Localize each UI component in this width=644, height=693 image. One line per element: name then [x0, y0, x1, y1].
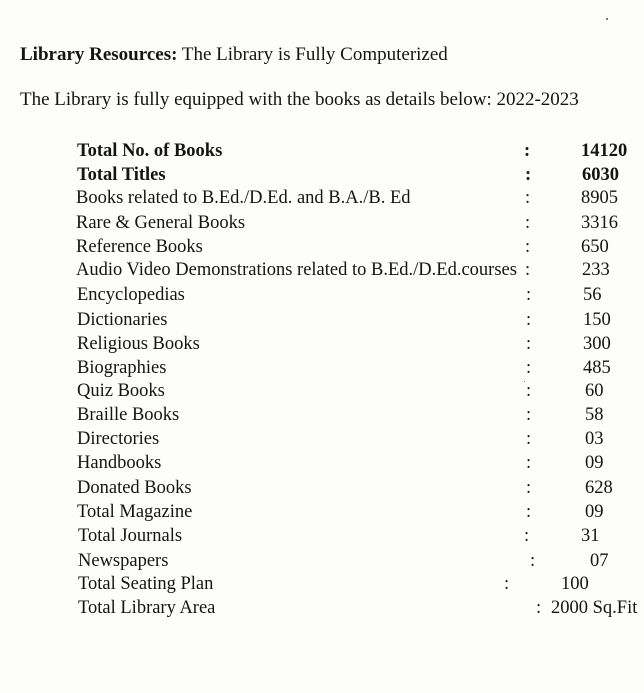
section-heading	[20, 44, 448, 66]
resource-colon: :	[525, 165, 532, 185]
resource-colon: :	[526, 478, 532, 498]
resource-label: Religious Books	[77, 334, 200, 354]
resource-label: Newspapers	[78, 551, 169, 571]
resource-label: Quiz Books	[77, 381, 165, 401]
resource-colon: :	[525, 237, 531, 257]
resource-value: 58	[585, 405, 604, 425]
resource-value: 233	[582, 260, 610, 280]
resource-value: 31	[581, 526, 600, 546]
resource-label: Total Seating Plan	[78, 574, 214, 594]
resource-colon: :	[530, 551, 536, 571]
resource-label: Total Journals	[78, 526, 183, 546]
resource-colon: :	[526, 453, 532, 473]
resource-colon: :	[536, 598, 542, 618]
resource-value: 14120	[581, 141, 628, 161]
resource-colon: :	[526, 429, 532, 449]
resource-label: Handbooks	[77, 453, 162, 473]
resource-label: Donated Books	[77, 478, 192, 498]
resource-colon: :	[526, 334, 532, 354]
resource-colon: :	[526, 502, 532, 522]
resource-label: Dictionaries	[77, 310, 168, 330]
resource-value: 07	[590, 551, 609, 571]
resource-label: Total Magazine	[77, 502, 193, 522]
resource-value: 56	[583, 285, 602, 305]
resource-label: Total No. of Books	[77, 141, 223, 161]
resource-value: 650	[581, 237, 609, 257]
resource-value: 09	[585, 502, 604, 522]
resource-value: 150	[583, 310, 611, 330]
resource-colon: :	[526, 310, 532, 330]
resource-colon: :	[525, 260, 531, 280]
resource-colon: :	[524, 141, 531, 161]
resource-value: 09	[585, 453, 604, 473]
resource-colon: :	[526, 285, 532, 305]
scan-speck	[524, 381, 525, 382]
resource-value: 03	[585, 429, 604, 449]
intro-text: The Library is fully equipped with the books as details below: 2022-2023	[20, 89, 579, 110]
resource-colon: :	[526, 381, 532, 401]
resource-label: Audio Video Demonstrations related to B.Ed./D.Ed.courses	[76, 260, 517, 280]
heading-text: The Library is Fully Computerized	[177, 44, 448, 65]
resource-value: 2000 Sq.Fit	[551, 598, 638, 618]
resource-value: 8905	[581, 188, 618, 208]
resource-colon: :	[525, 213, 531, 233]
resource-colon: :	[526, 358, 532, 378]
resource-colon: :	[504, 574, 510, 594]
resource-label: Books related to B.Ed./D.Ed. and B.A./B. Ed	[76, 188, 411, 208]
resource-value: 3316	[581, 213, 618, 233]
resource-label: Rare & General Books	[76, 213, 246, 233]
resource-colon: :	[524, 526, 530, 546]
resource-value: 60	[585, 381, 604, 401]
resource-label: Total Library Area	[78, 598, 216, 618]
resource-colon: :	[526, 405, 532, 425]
resource-label: Directories	[77, 429, 160, 449]
resource-label: Braille Books	[77, 405, 180, 425]
resource-value: 300	[583, 334, 611, 354]
resource-label: Biographies	[77, 358, 167, 378]
heading-label: Library Resources:	[20, 44, 178, 65]
resource-value: 628	[585, 478, 613, 498]
resource-colon: :	[525, 188, 531, 208]
resource-value: 485	[583, 358, 611, 378]
resource-label: Reference Books	[76, 237, 203, 257]
resource-value: 6030	[582, 165, 619, 185]
resource-label: Total Titles	[77, 165, 166, 185]
resource-label: Encyclopedias	[77, 285, 185, 305]
scan-speck	[606, 18, 608, 20]
resource-value: 100	[561, 574, 589, 594]
